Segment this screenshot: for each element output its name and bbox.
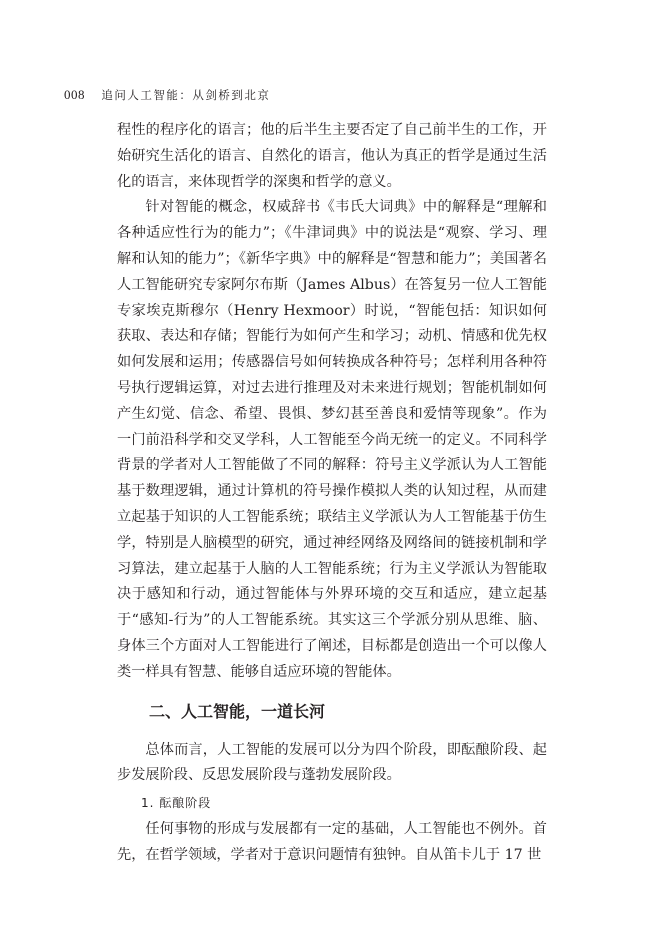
paragraph-intelligence-definition: 针对智能的概念，权威辞书《韦氏大词典》中的解释是“理解和各种适应性行为的能力”；《牛津词典》中的说法是“观察、学习、理解和认知的能力”；《新华字典》中的解释是“智慧和能力”；美国著名人工智能研究专家阿尔布斯（James Albus）在答复另一位人工智能专家埃克斯穆尔（Henry Hexmoor）时说，“智能包括：知识如何获取、表达和存储；智能行为如何产生和学习；动机、情感和优先权如何发展和运用；传感器信号如何转换成各种符号；怎样利用各种符号执行逻辑运算，对过去进行推理及对未来进行规划；智能机制如何产生幻觉、信念、希望、畏惧、梦幻甚至善良和爱情等现象”。作为一门前沿科学和交叉学科，人工智能至今尚无统一的定义。不同科学背景的学者对人工智能做了不同的解释：符号主义学派认为人工智能基于数理逻辑，通过计算机的符号操作模拟人类的认知过程，从而建立起基于知识的人工智能系统；联结主义学派认为人工智能基于仿生学，特别是人脑模型的研究，通过神经网络及网络间的链接机制和学习算法，建立起基于人脑的人工智能系统；行为主义学派认为智能取决于感知和行动，通过智能体与外界环境的交互和适应，建立起基于“感知-行为”的人工智能系统。其实这三个学派分别从思维、脑、身体三个方面对人工智能进行了阐述，目标都是创造出一个可以像人类一样具有智慧、能够自适应环境的智能体。 bbox=[117, 199, 547, 680]
section-heading: 二、人工智能，一道长河 bbox=[149, 701, 326, 721]
running-header bbox=[64, 87, 270, 103]
page-number: 008 bbox=[64, 87, 85, 102]
paragraph-development-stages: 总体而言，人工智能的发展可以分为四个阶段，即酝酿阶段、起步发展阶段、反思发展阶段与蓬勃发展阶段。 bbox=[117, 741, 547, 784]
subsection-heading: 1. 酝酿阶段 bbox=[141, 796, 212, 811]
paragraph-brewing-stage: 任何事物的形成与发展都有一定的基础，人工智能也不例外。首先，在哲学领域，学者对于意识问题情有独钟。自从笛卡儿于 17 世 bbox=[117, 821, 547, 863]
book-title: 追问人工智能：从剑桥到北京 bbox=[101, 88, 271, 102]
body-text bbox=[117, 118, 547, 869]
paragraph-continuation: 程性的程序化的语言；他的后半生主要否定了自己前半生的工作，开始研究生活化的语言、自然化的语言，他认为真正的哲学是通过生活化的语言，来体现哲学的深奥和哲学的意义。 bbox=[117, 122, 547, 190]
